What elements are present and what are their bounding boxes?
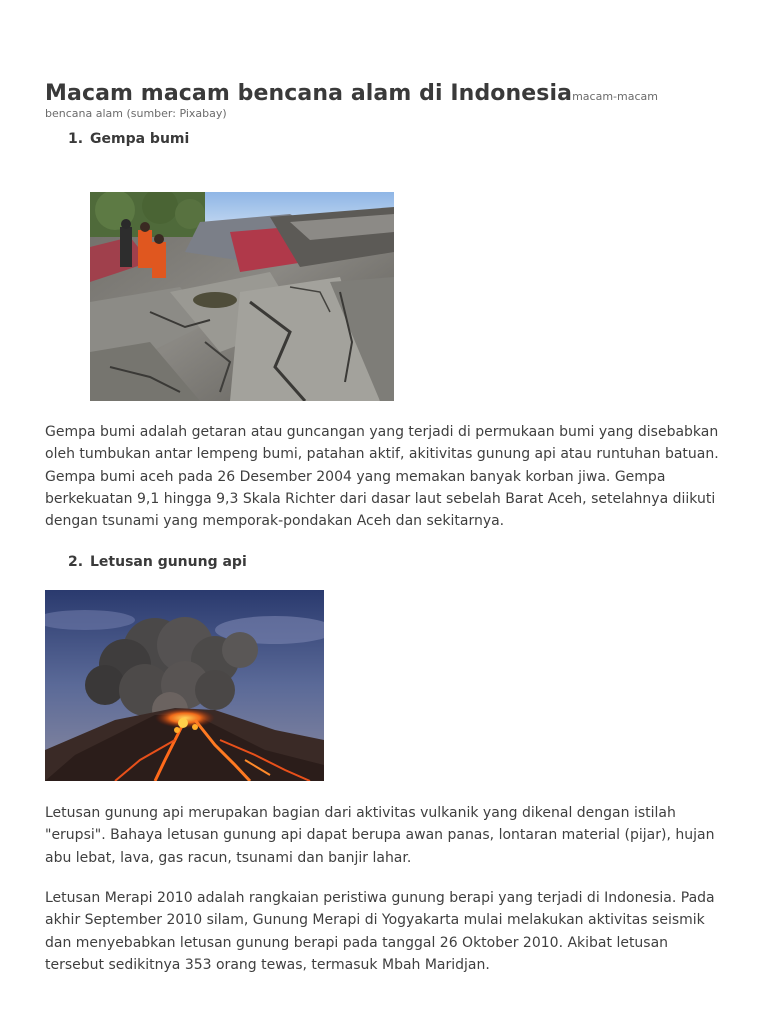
image-caption-part2: bencana alam (sumber: Pixabay) xyxy=(45,107,227,120)
section-heading-text: Letusan gunung api xyxy=(90,554,247,570)
title-block xyxy=(45,81,725,122)
section-heading-text: Gempa bumi xyxy=(90,131,190,147)
list-number: 1. xyxy=(68,131,84,147)
section-heading-gempa-bumi xyxy=(68,131,189,147)
volcano-photo xyxy=(45,590,324,781)
section-paragraph-gempa-bumi: Gempa bumi adalah getaran atau guncangan yang terjadi di permukaan bumi yang disebabkan oleh tumbukan antar lempeng bumi, patahan aktif, akitivitas gunung api atau runtuhan batuan. Gempa bumi aceh pada 26 Desember 2004 yang memakan banyak korban jiwa. Gempa berkekuatan 9,1 hingga 9,3 Skala Richter dari dasar laut sebelah Barat Aceh, setelahnya diikuti dengan tsunami yang memporak-pondakan Aceh dan sekitarnya. xyxy=(45,424,719,530)
earthquake-photo xyxy=(90,192,394,401)
list-number: 2. xyxy=(68,554,84,570)
section-heading-letusan-gunung-api xyxy=(68,554,247,570)
image-caption-part1: macam-macam xyxy=(572,90,658,103)
section-paragraph-letusan-2: Letusan Merapi 2010 adalah rangkaian peristiwa gunung berapi yang terjadi di Indonesia. Pada akhir September 2010 silam, Gunung Merapi di Yogyakarta mulai melakukan aktivitas seismik dan menyebabkan letusan gunung berapi pada tanggal 26 Oktober 2010. Akibat letusan tersebut sedikitnya 353 orang tewas, termasuk Mbah Maridjan. xyxy=(45,890,715,973)
earthquake-photo-graphic xyxy=(90,192,394,401)
volcano-photo-graphic xyxy=(45,590,324,781)
section-paragraph-letusan-1: Letusan gunung api merupakan bagian dari aktivitas vulkanik yang dikenal dengan istilah "erupsi". Bahaya letusan gunung api dapat berupa awan panas, lontaran material (pijar), hujan abu lebat, lava, gas racun, tsunami dan banjir lahar. xyxy=(45,805,715,866)
page-title: Macam macam bencana alam di Indonesia xyxy=(45,81,573,106)
